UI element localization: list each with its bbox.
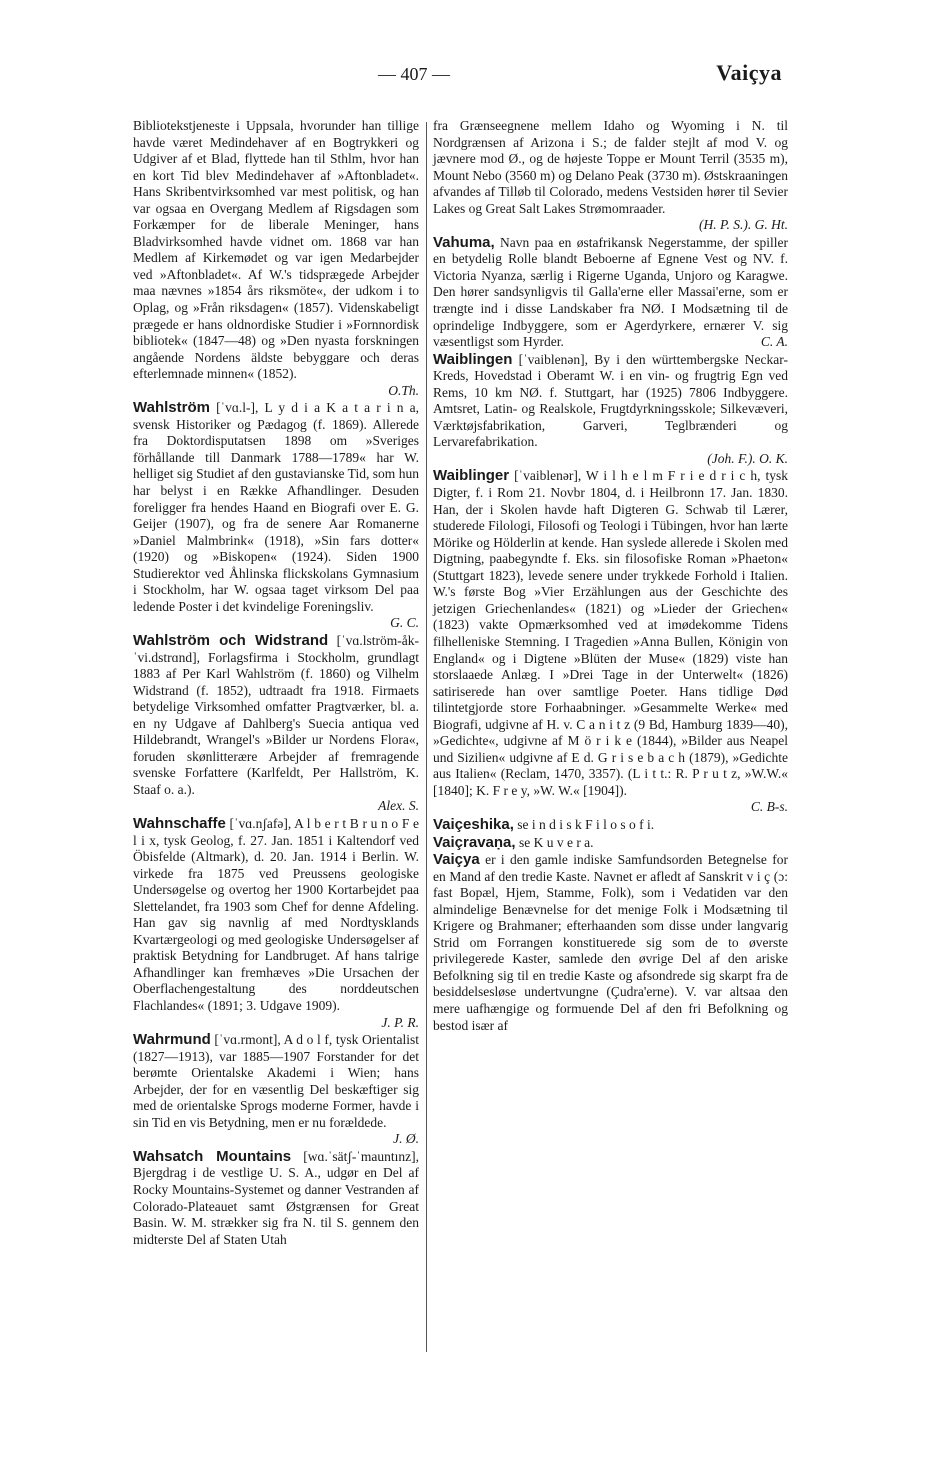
entry-headword: Vahuma, <box>433 233 495 251</box>
entry-text: Navn paa en østafrikansk Negerstamme, der spiller en betydelig Rolle blandt Beboerne af Egnene Vest og NV. f. Victoria Nyanza, særlig i Rigerne Uganda, Unjoro og Karagwe. Den hører sandsynligvis til Galla'erne eller Massai'erne, som er trængte ind i disse Landskaber fra NØ. I Modsætning til de oprindelige Indbyggere, som er Agerdyrkere, ernærer V. sig væsentligst som Hyrder. <box>433 234 788 350</box>
entry-text: se K u v e r a. <box>518 834 594 850</box>
entry-headword: Vaiçya <box>433 851 480 869</box>
running-head: Vaiçya <box>716 60 782 85</box>
entry <box>133 1032 419 1148</box>
left-column <box>133 118 419 1248</box>
entry-text: [ˈvaiblenən], By i den württembergske Neckar-Kreds, Hovedstad i Oberamt W. i en vin- og frugtrig Egn ved Rems, 10 km NØ. f. Stuttgart, har (1925) 7806 Indbyggere. Amtsret, Latin- og Realskole, Frugtdyrkningsskole; Silkevæveri, Værktøjsfabrikation, Garveri, Teglbrænderi og Lervarefabrikation. <box>433 351 789 450</box>
entry <box>433 817 788 834</box>
entry-headword: Vaiçeshika, <box>433 815 514 833</box>
entry-text: [wɑ.ˈsätʃ-ˈmauntınz], Bjergdrag i de vestlige U. S. A., udgør en Del af Rocky Mountains-Systemet og danner Vestranden af Colorado-Plateauet samt Østgrænsen for Great Basin. W. M. strækker sig fra N. til S. gennem den midterste Del af Staten Utah <box>133 1148 419 1247</box>
entry <box>133 1149 419 1248</box>
entry <box>133 400 419 632</box>
column-divider <box>426 122 427 1352</box>
entry <box>433 352 788 468</box>
entry <box>133 633 419 815</box>
entry-headword: Vaiçravaṇa, <box>433 833 516 851</box>
entry-signature: C. B-s. <box>750 799 788 815</box>
page-number: — 407 — <box>378 64 450 84</box>
entry <box>433 852 788 1034</box>
entry-signature: G. C. <box>390 615 419 631</box>
entry-text: [ˈvɑ.nʃafə], A l b e r t B r u n o F e l i x, tysk Geolog, f. 27. Jan. 1851 i Kaltendorf ved Öbisfelde (Altmark), d. 20. Jan. 1914 i Berlin. W. virkede fra 1875 ved Preussens geologiske Undersøgelse og overtog her 1900 Kortarbejdet paa Slettelandet, fra 1903 som Chef for denne Afdeling. Han gav sig navnlig af med Nordtysklands Kvartærgeologi og med geologiske Undersøgelser af praktisk Betydning for Landbruget. Af hans talrige Afhandlinger kan fremhæves »Die Ursachen der Oberflachengestaltung des norddeutschen Flachlandes« (1891; 3. Udgave 1909). <box>133 815 419 1013</box>
entry-headword: Waiblinger <box>433 467 510 485</box>
entry-text: Bibliotekstjeneste i Uppsala, hvorunder han tillige havde været Medindehaver af en Bogtrykkeri og Udgiver af et Blad, flyttede han til Sthlm, hvor han en kort Tid blev Medindehaver af »Aftonbladet«. Hans Skribentvirksomhed var mest politisk, og han var ogsaa en Overgang Medlem af Rigsdagen som Forkæmper for de liberale Meninger, hans Bladvirksomhed havde vidnet om. 1868 var han Medlem af Kirkemødet og var igen Medarbejder ved »Aftonbladet«. Af W.'s tidsprægede Arbejder maa nævnes »1854 års riksmöte«, der udkom i to Oplag, og »Från riksdagen« (1857). Videnskabeligt prægede er hans oldnordiske Studier i »Fornnordisk bibliotek« (1847—48) og »Den nyasta forskningen angående Nordens äldste bebyggare och deras efterlemnade minnen« (1852). <box>133 118 419 382</box>
entry-text: er i den gamle indiske Samfundsorden Betegnelse for en Mand af den tredie Kaste. Navnet er afledt af Sanskrit v i ç (ɔ: fast Bopæl, Hjem, Stamme, Folk), som i Vedatiden var den almindelige Benævnelse for det menige Folk i Modsætning til Krigere og Brahmaner; efterhaanden som disse under langvarig Strid om Forrangen konstituerede sig som de to øverste privilegerede Kaster, samlede den øvrige Del af den ariske Befolkning sig til en tredie Kaste og afsondrede sig skarpt fra de besiddelsesløse undertvungne (Çudra'erne). V. var altsaa den mere uafhængige og formuende Del af den fri Befolkning og bestod især af <box>433 852 788 1033</box>
entry-signature: (H. P. S.). G. Ht. <box>699 217 788 233</box>
entry <box>133 816 419 1031</box>
entry-text: [ˈvɑ.rmont], A d o l f, tysk Orientalist (1827—1913), var 1885—1907 Forstander for det berømte Orientalske Akademi i Wien; hans Arbejder, der for en væsentlig Del beskæftiger sig med de orientalske Sprogs moderne Former, havde i sin Tid en vis Betydning, men er nu forældede. <box>133 1032 420 1130</box>
entry-signature: J. Ø. <box>393 1131 419 1147</box>
entry <box>433 468 788 815</box>
entry-text: [ˈvɑ.lström-åk-ˈvi.dstrɑnd], Forlagsfirma i Stockholm, grundlagt 1883 af Per Karl Wahlström (f. 1860) og Vilhelm Widstrand (f. 1852), udtraadt fra 1918. Firmaets betydelige Virksomhed omfatter Pragtværker, bl. a. en ny Udgave af Dahlberg's Suecia antiqua ved Hildebrandt, Wrangel's »Bilder ur Nordens Flora«, foruden skønlitterære Arbejder af fremragende svenske Forfattere (Karlfeldt, Per Hallström, K. Staaf o. a.). <box>133 632 419 797</box>
entry <box>133 118 419 399</box>
entry-headword: Wahnschaffe <box>133 814 226 832</box>
entry <box>433 235 788 351</box>
entry-headword: Wahrmund <box>133 1031 211 1049</box>
entry-signature: (Joh. F.). O. K. <box>707 450 788 466</box>
right-column <box>433 118 788 1034</box>
entry-signature: Alex. S. <box>378 798 419 814</box>
entry-headword: Wahsatch Mountains <box>133 1147 292 1165</box>
entry-headword: Wahlström och Widstrand <box>133 631 329 649</box>
entry <box>433 835 788 852</box>
entry-headword: Wahlström <box>133 399 210 417</box>
entry-signature: C. A. <box>760 334 788 350</box>
entry <box>433 118 788 234</box>
entry-text: [ˈvɑ.l-], L y d i a K a t a r i n a, svensk Historiker og Pædagog (f. 1869). Allerede fra Doktordisputatsen 1898 om »Sveriges förhållande till Danmark 1788—1789« har W. helliget sig Studiet af den gustavianske Tid, som hun har belyst i en Række Afhandlinger. Desuden foreligger fra hendes Haand en Biografi over E. G. Geijer (1907), og fra de senere Aar Romanerne »Daniel Malmbrink« (1918), »Sin fars dotter« (1920) og »Biskopen« (1924). Siden 1900 Studierektor ved Åhlinska flickskolans Gymnasium i Stockholm, har W. ogsaa taget virksom Del paa ledende Poster i det kvindelige Foreningsliv. <box>133 400 419 614</box>
entry-signature: O.Th. <box>388 382 419 398</box>
entry-headword: Waiblingen <box>433 350 513 368</box>
entry-text: fra Grænseegnene mellem Idaho og Wyoming i N. til Nordgrænsen af Arizona i S.; de falder stejlt af mod V. og jævnere mod Ø., og de højeste Toppe er Mount Terril (3535 m), Mount Nebo (3560 m) og Delano Peak (3730 m). Østskraaningen afvandes af Tilløb til Colorado, medens Vestsiden hører til Sevier Lakes og Great Salt Lakes Strømomraader. <box>433 118 788 216</box>
entry-signature: J. P. R. <box>381 1014 419 1030</box>
entry-text: [ˈvaiblenər], W i l h e l m F r i e d r i c h, tysk Digter, f. i Rom 21. Novbr 1804, d. i Heilbronn 17. Jan. 1830. Han, der i Skolen havde haft Digteren G. Schwab til Lærer, studerede Filologi, Filosofi og Teologi i Tübingen, hvor han lærte Mörike og Hölderlin at kende. Han syslede allerede i Skolen med Digtning, paabegyndte f. Eks. sin filosofiske Roman »Phaeton« (Stuttgart 1823), levede senere under trykkede Forhold i Italien. W.'s første Bog »Vier Erzählungen aus der Geschichte des jetzigen Griechenlandes« (1821) og »Lieder der Griechen« (1823) vakte Opmærksomhed ved at imødekomme Tidens filhelleniske Stemning. I Tragedien »Anna Bullen, Königin von England« og i Digtene »Blüten der Muse« (1829) viste han storslaaede Anlæg. I »Drei Tage in der Unterwelt« (1826) satiriserede han over samtlige Poeter. Hans tidlige Død tilintetgjorde store Forhaabninger. »Gesammelte Werke« med Biografi, udgivne af H. v. C a n i t z (9 Bd, Hamburg 1839—40), »Gedichte«, udgivne af M ö r i k e (1844), »Bilder aus Neapel und Sizilien« udgivne af E d. G r i s e b a c h (1879), »Gedichte aus Italien« (Reclam, 1470, 3357). (L i t t.: R. P r u t z, »W.W.« [1840]; K. F r e y, »W. W.« [1904]). <box>433 468 788 798</box>
entry-text: se i n d i s k F i l o s o f i. <box>517 816 655 832</box>
